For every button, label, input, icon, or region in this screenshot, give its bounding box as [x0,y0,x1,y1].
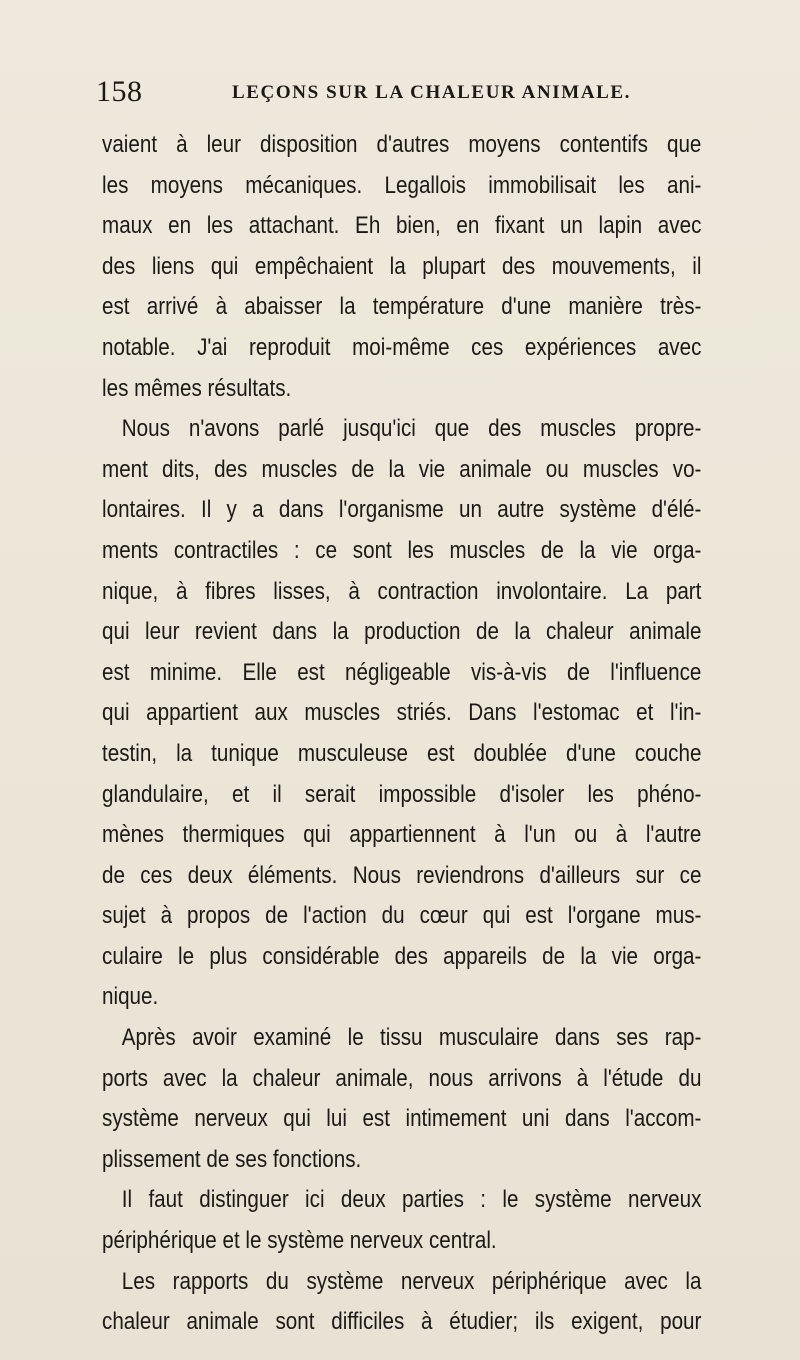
page-header [96,74,696,110]
text-line: vaient à leur disposition d'autres moyens contentifs que [102,131,702,158]
text-line: est arrivé à abaisser la température d'une manière très- [102,293,702,321]
text-line: glandulaire, et il serait impossible d'isoler les phéno- [102,780,702,808]
text-line: Après avoir examiné le tissu musculaire dans ses rap- [121,1024,702,1052]
text-line: de ces deux éléments. Nous reviendrons d'ailleurs sur ce [102,861,702,889]
text-line: périphérique et le système nerveux central. [102,1227,497,1255]
text-line: plissement de ses fonctions. [102,1145,362,1173]
text-line: Il faut distinguer ici deux parties : le système nerveux [121,1186,702,1214]
running-head: LEÇONS SUR LA CHALEUR ANIMALE. [232,82,632,103]
text-line: qui appartient aux muscles striés. Dans l'estomac et l'in- [102,699,702,727]
text-line: sujet à propos de l'action du cœur qui est l'organe mus- [102,902,702,930]
body-text [102,125,702,1343]
text-line: ports avec la chaleur animale, nous arrivons à l'étude du [102,1064,702,1092]
page-number: 158 [96,75,143,108]
text-line: notable. J'ai reproduit moi-même ces expériences avec [102,333,702,361]
text-line: système nerveux qui lui est intimement uni dans l'accom- [102,1105,702,1133]
text-line: les moyens mécaniques. Legallois immobilisait les ani- [102,171,702,199]
text-line: Les rapports du système nerveux périphérique avec la [121,1267,702,1295]
text-line: nique. [102,983,159,1011]
text-line: des liens qui empêchaient la plupart des mouvements, il [102,252,702,280]
text-line: chaleur animale sont difficiles à étudier; ils exigent, pour [102,1308,702,1336]
text-line: est minime. Elle est négligeable vis-à-vis de l'influence [102,658,702,686]
text-line: qui leur revient dans la production de la chaleur animale [102,618,702,646]
text-line: les mêmes résultats. [102,374,292,402]
text-line: ments contractiles : ce sont les muscles de la vie orga- [102,536,702,564]
text-line: nique, à fibres lisses, à contraction involontaire. La part [102,577,702,605]
text-line: culaire le plus considérable des appareils de la vie orga- [102,942,702,970]
text-line: ment dits, des muscles de la vie animale ou muscles vo- [102,455,702,483]
text-line: maux en les attachant. Eh bien, en fixant un lapin avec [102,212,702,240]
text-line: Nous n'avons parlé jusqu'ici que des muscles propre- [121,415,702,443]
text-line: mènes thermiques qui appartiennent à l'un ou à l'autre [102,821,702,849]
text-line: testin, la tunique musculeuse est doublée d'une couche [102,739,702,767]
text-line: lontaires. Il y a dans l'organisme un autre système d'élé- [102,496,702,524]
